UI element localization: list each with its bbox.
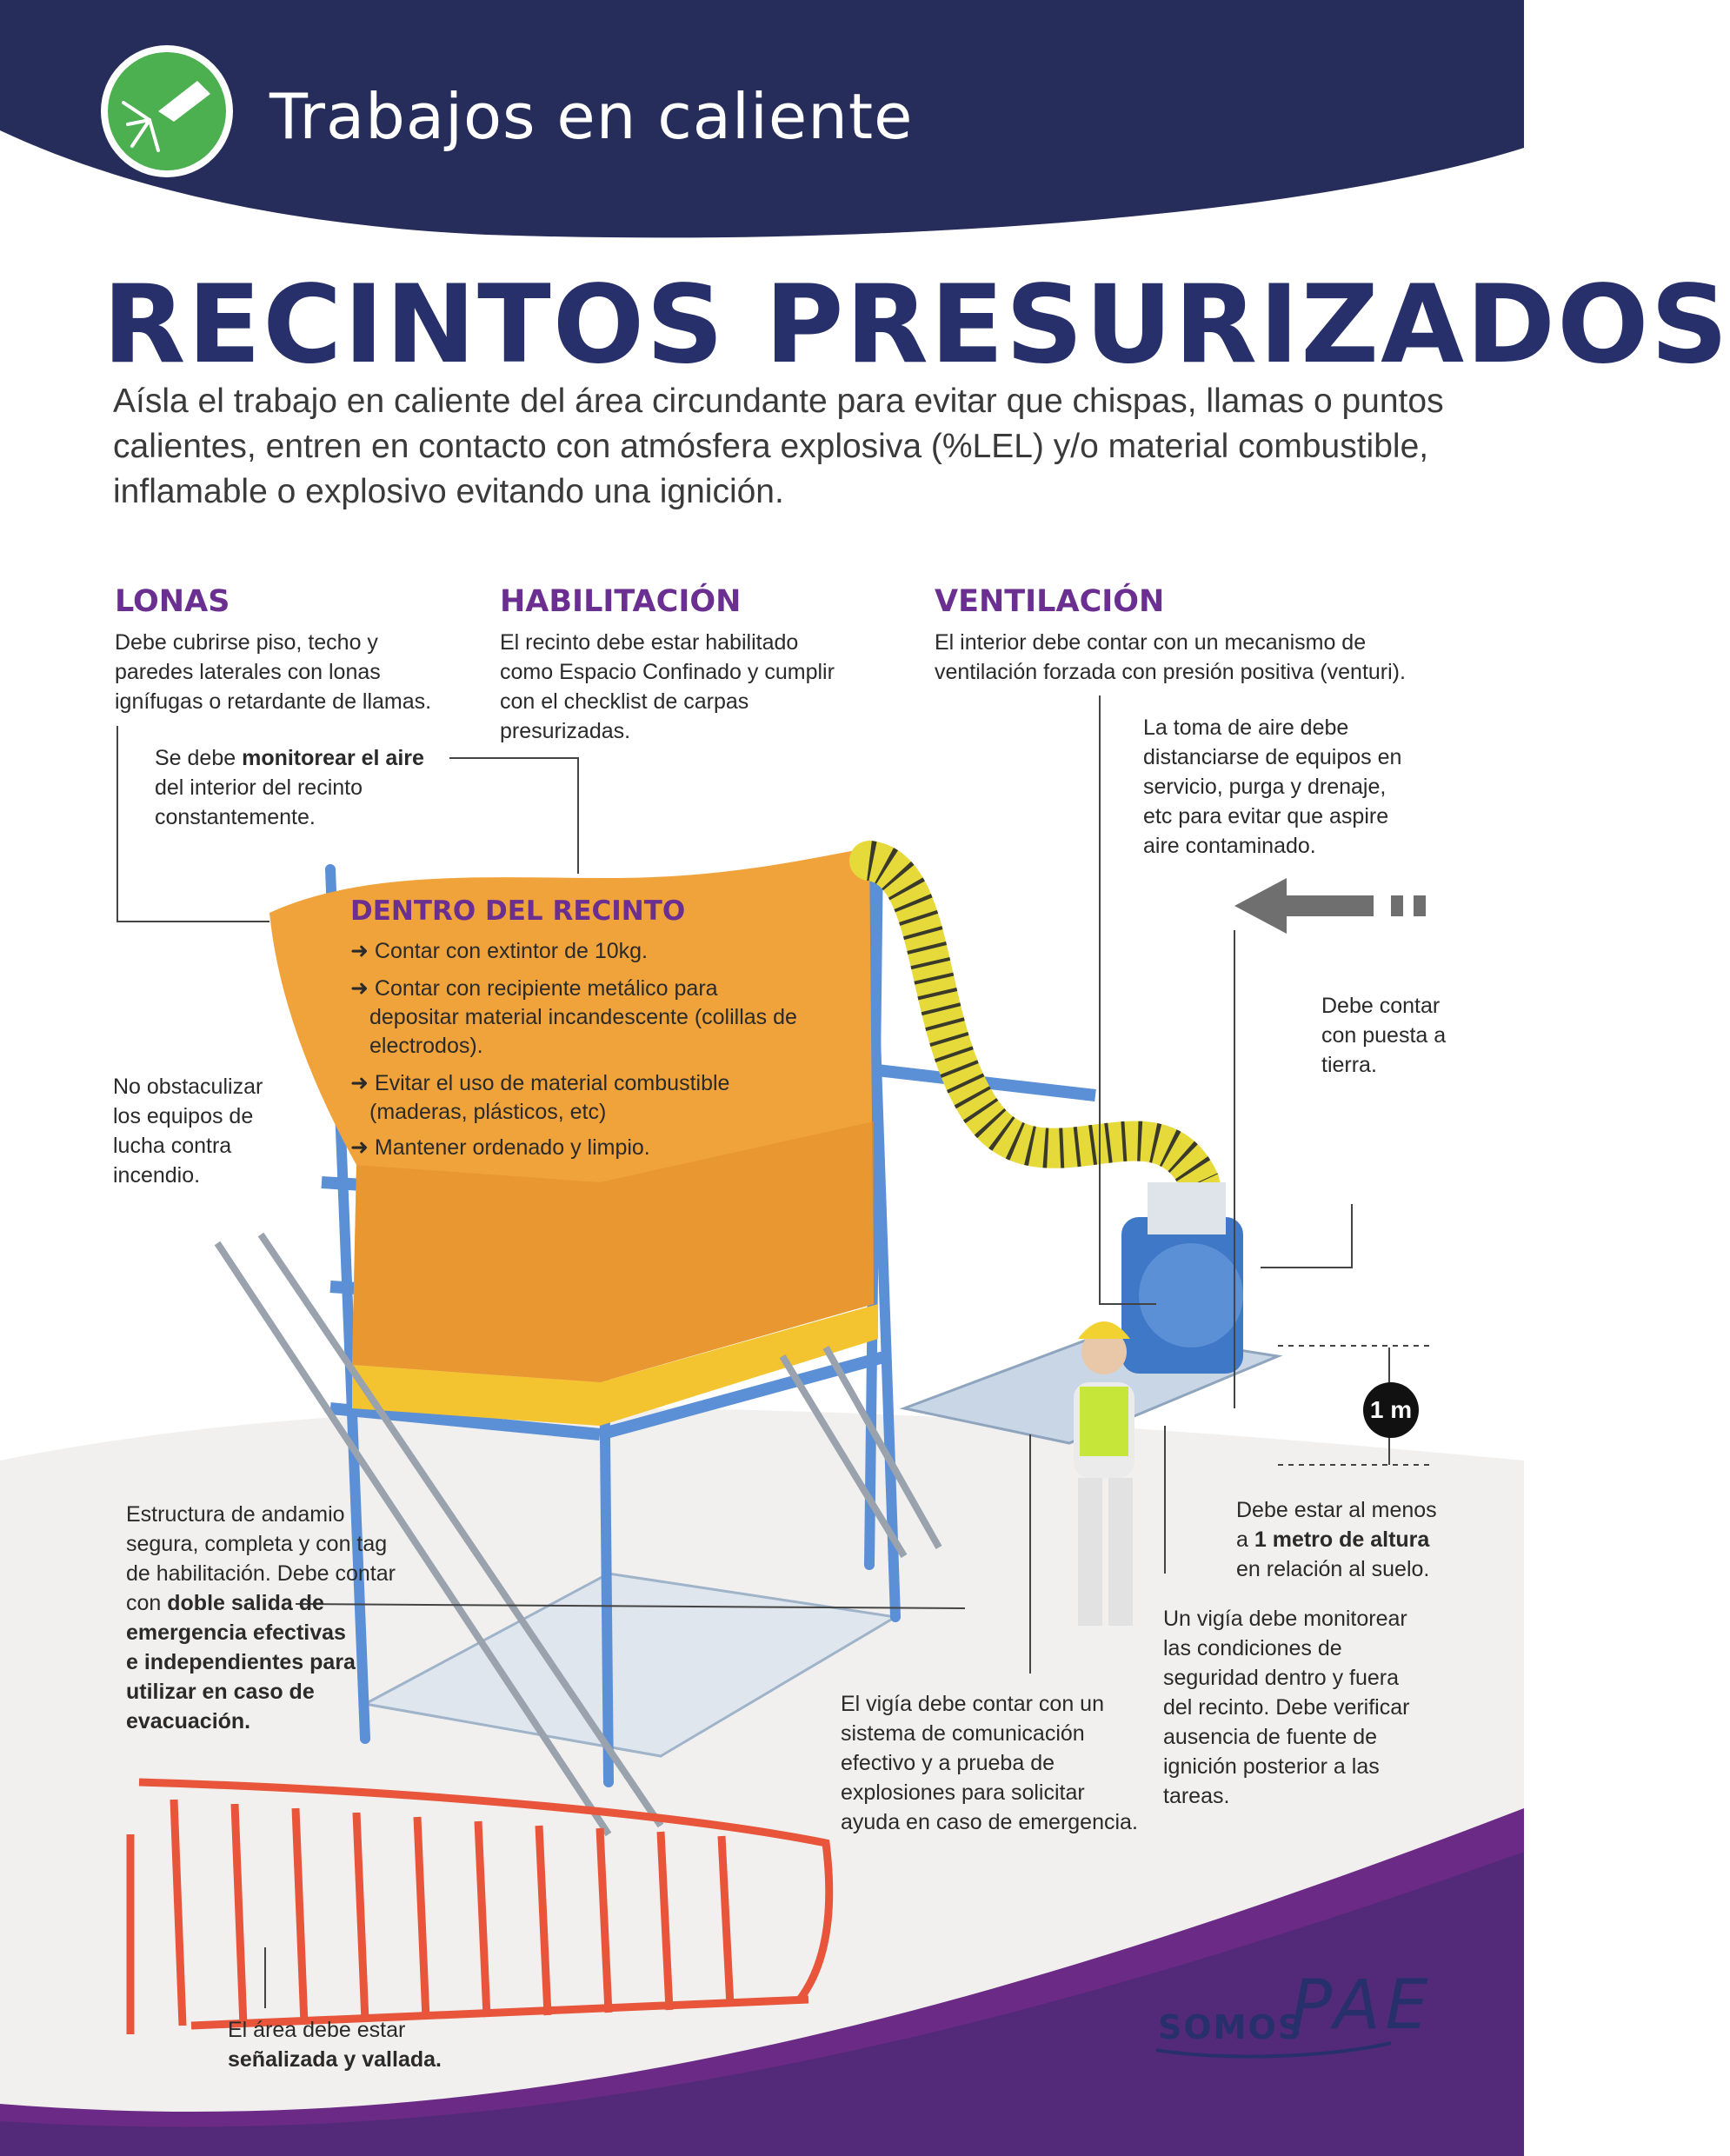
blower-unit: [1121, 1182, 1243, 1374]
habilitacion-line: como Espacio Confinado y cumplir: [500, 660, 835, 684]
header-title: Trabajos en caliente: [269, 80, 914, 153]
lookout-line: del recinto. Debe verificar: [1163, 1695, 1410, 1720]
habilitacion-text: [500, 628, 835, 746]
lookout-line: tareas.: [1163, 1784, 1230, 1808]
habilitacion-line: con el checklist de carpas: [500, 689, 749, 714]
lonas-line: Debe cubrirse piso, techo y: [115, 630, 378, 655]
section-title-dentro: DENTRO DEL RECINTO: [350, 895, 686, 927]
inside-bullet-3: ➜ Evitar el uso de material combustible (maderas, plásticos, etc): [350, 1069, 729, 1127]
monitor-note-bold: monitorear el aire: [242, 746, 424, 770]
intro-text: Aísla el trabajo en caliente del área circundante para evitar que chispas, llamas o puntos calientes, entren en contacto con atmósfera explosiva (%LEL) y/o material combustible, inflamable o explosivo evitando una ignición.: [113, 383, 1444, 510]
height-a: a: [1236, 1527, 1254, 1552]
communication-line: efectivo y a prueba de: [841, 1751, 1055, 1775]
ventilacion-line: El interior debe contar con un mecanismo de: [935, 630, 1367, 655]
section-title-habilitacion: HABILITACIÓN: [500, 584, 742, 619]
fire-note-line: No obstaculizar: [113, 1075, 263, 1099]
lookout-monitor-note: [1163, 1604, 1409, 1811]
section-title-ventilacion: VENTILACIÓN: [935, 584, 1165, 619]
lonas-line: ignífugas o retardante de llamas.: [115, 689, 432, 714]
inside-bullet-1: ➜ Contar con extintor de 10kg.: [350, 939, 648, 963]
air-intake-line: distanciarse de equipos en: [1143, 745, 1402, 769]
lookout-line: ausencia de fuente de: [1163, 1725, 1378, 1749]
fire-note-line: incendio.: [113, 1163, 201, 1188]
logo: [97, 42, 236, 181]
structure-bold: emergencia efectivas: [126, 1620, 346, 1645]
fire-equipment-note: [113, 1072, 263, 1190]
height-note: [1236, 1495, 1437, 1584]
fire-note-line: lucha contra: [113, 1134, 232, 1158]
grounding-line: tierra.: [1321, 1053, 1377, 1077]
lookout-line: seguridad dentro y fuera: [1163, 1666, 1400, 1690]
structure-con: con: [126, 1591, 168, 1615]
air-intake-arrow: [1234, 878, 1426, 934]
habilitacion-line: presurizadas.: [500, 719, 631, 743]
height-bold: 1 metro de altura: [1254, 1527, 1430, 1552]
habilitacion-line: El recinto debe estar habilitado: [500, 630, 799, 655]
communication-line: El vigía debe contar con un: [841, 1692, 1104, 1716]
area-line: El área debe estar: [228, 2018, 406, 2042]
bullet-line: (maderas, plásticos, etc): [369, 1100, 607, 1124]
lonas-text: [115, 628, 431, 716]
inside-bullet-2: ➜ Contar con recipiente metálico para depositar material incandescente (colillas de electrodos).: [350, 975, 797, 1061]
ventilacion-line: ventilación forzada con presión positiva (venturi).: [935, 660, 1406, 684]
grounding-line: con puesta a: [1321, 1023, 1447, 1048]
grounding-line: Debe contar: [1321, 994, 1441, 1018]
air-intake-line: La toma de aire debe: [1143, 715, 1349, 740]
inside-bullet-4: ➜ Mantener ordenado y limpio.: [350, 1135, 650, 1160]
structure-line: segura, completa y con tag: [126, 1532, 388, 1556]
lookout-line: ignición posterior a las: [1163, 1754, 1380, 1779]
lookout-line: Un vigía debe monitorear: [1163, 1607, 1407, 1631]
structure-bold: evacuación.: [126, 1709, 251, 1733]
area-bold: señalizada y vallada.: [228, 2047, 442, 2072]
communication-line: explosiones para solicitar: [841, 1780, 1085, 1805]
grounding-note: [1321, 991, 1446, 1080]
communication-line: sistema de comunicación: [841, 1721, 1085, 1746]
air-intake-note: [1143, 713, 1401, 861]
structure-line: de habilitación. Debe contar: [126, 1561, 396, 1586]
structure-bold: e independientes para: [126, 1650, 356, 1674]
bullet-line: depositar material incandescente (colillas de: [369, 1005, 797, 1029]
bullet-line: Evitar el uso de material combustible: [374, 1071, 730, 1095]
air-intake-line: etc para evitar que aspire: [1143, 804, 1389, 828]
height-line: Debe estar al menos: [1236, 1498, 1437, 1522]
scaffold-structure-note: [126, 1500, 396, 1736]
brand-logo: [1148, 1956, 1434, 2060]
monitor-note-line: constantemente.: [155, 805, 316, 829]
fire-note-line: los equipos de: [113, 1104, 254, 1128]
lookout-communication-note: [841, 1689, 1138, 1837]
height-line: en relación al suelo.: [1236, 1557, 1430, 1581]
bullet-line: electrodos).: [369, 1034, 483, 1058]
bullet-line: Contar con extintor de 10kg.: [374, 939, 648, 963]
air-intake-line: servicio, purga y drenaje,: [1143, 775, 1387, 799]
communication-line: ayuda en caso de emergencia.: [841, 1810, 1138, 1834]
brand-somos: SOMOS: [1158, 2008, 1304, 2046]
structure-line: Estructura de andamio: [126, 1502, 345, 1527]
structure-bold: doble salida de: [167, 1591, 324, 1615]
welding-spark-icon: [97, 42, 236, 181]
one-meter-badge: 1 m: [1363, 1382, 1419, 1438]
brand-pae: PAE: [1291, 1966, 1434, 2045]
ventilacion-text: [935, 628, 1406, 687]
lookout-line: las condiciones de: [1163, 1636, 1342, 1660]
monitor-note-pre: Se debe: [155, 746, 243, 770]
structure-bold: utilizar en caso de: [126, 1680, 315, 1704]
section-title-lonas: LONAS: [115, 584, 230, 619]
bullet-line: Contar con recipiente metálico para: [374, 976, 718, 1001]
air-intake-line: aire contaminado.: [1143, 834, 1316, 858]
bullet-line: Mantener ordenado y limpio.: [374, 1135, 650, 1160]
page-title: RECINTOS PRESURIZADOS: [103, 263, 1730, 388]
brand-swoosh-icon: [1148, 1956, 1408, 2060]
lonas-line: paredes laterales con lonas: [115, 660, 381, 684]
area-fenced-note: [228, 2015, 442, 2074]
monitor-air-note: [155, 743, 424, 832]
monitor-note-line: del interior del recinto: [155, 775, 363, 800]
